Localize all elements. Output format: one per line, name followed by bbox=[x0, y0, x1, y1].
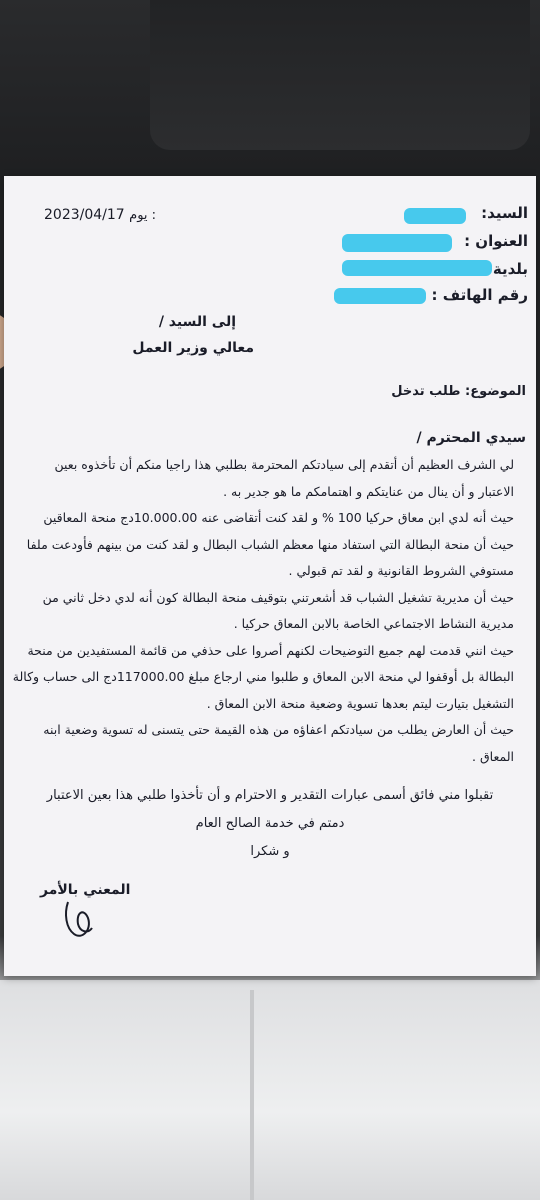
body-line-11: حيث أن العارض يطلب من سيادتكم اعفاؤه من هذه القيمة حتى يتسنى له تسوية وضعية ابنه bbox=[43, 722, 514, 737]
cloth-fold bbox=[250, 990, 254, 1200]
address-label: العنوان : bbox=[464, 232, 528, 250]
date-block bbox=[44, 207, 166, 223]
body-line-2: الاعتبار و أن ينال من عنايتكم و اهتمامكم ما هو جدير به . bbox=[223, 483, 514, 499]
closing-line3: و شكرا bbox=[250, 844, 290, 859]
signature-mark bbox=[58, 894, 98, 942]
body-line-7: مديرية النشاط الاجتماعي الخاصة بالابن المعاق حركيا . bbox=[233, 616, 514, 631]
redaction-address bbox=[342, 234, 452, 252]
body-line-8: حيث انني قدمت لهم جميع التوضيحات لكنهم أصروا على حذفي من قائمة المستفيدين من منحة bbox=[27, 642, 514, 658]
name-label: السيد: bbox=[481, 204, 528, 222]
body-line-12: المعاق . bbox=[472, 748, 514, 764]
body-line-9: البطالة بل أوقفوا لي منحة الابن المعاق و طلبوا مني ارجاع مبلغ 117000.00دج الى حساب وكالة bbox=[12, 669, 514, 684]
closing-line1: تقبلوا مني فائق أسمى عبارات التقدير و الاحترام و أن تأخذوا طلبي هذا بعين الاعتبار bbox=[46, 788, 494, 803]
redaction-phone bbox=[334, 288, 426, 304]
subject-line: الموضوع: طلب تدخل bbox=[391, 384, 526, 399]
address-line2: بلدية bbox=[492, 260, 528, 278]
recipient-line2: معالي وزير العمل bbox=[132, 340, 254, 356]
body-line-10: التشغيل بتيارت ليتم بعدها تسوية وضعية منحة الابن المعاق . bbox=[206, 695, 514, 711]
cloth-background bbox=[0, 980, 540, 1200]
redaction-address-2 bbox=[342, 260, 492, 276]
body-line-4: حيث أن منحة البطالة التي استفاد منها معظم الشباب البطال و لقد كنت من بينهم فأودعت ملفا bbox=[26, 536, 514, 552]
phone-label: رقم الهاتف : bbox=[431, 286, 528, 304]
recipient-line1: إلى السيد / bbox=[158, 314, 236, 330]
body-line-1: لي الشرف العظيم أن أتقدم إلى سيادتكم المحترمة بطلبي هذا راجيا منكم أن تأخذوه بعين bbox=[54, 457, 514, 472]
date-value: 2023/04/17 bbox=[44, 207, 125, 223]
car-seat-background bbox=[150, 0, 530, 150]
body-line-3: حيث أنه لدي ابن معاق حركيا 100 % و لقد كنت أتقاضى عنه 10.000.00دج منحة المعاقين bbox=[43, 510, 514, 525]
letter-body bbox=[12, 452, 514, 770]
day-label: يوم : bbox=[129, 208, 157, 223]
greeting: سيدي المحترم / bbox=[416, 430, 526, 446]
redaction-name bbox=[404, 208, 466, 224]
body-line-6: حيث أن مديرية تشغيل الشباب قد أشعرتني بتوقيف منحة البطالة كون أنه لدي دخل ثاني من bbox=[42, 589, 514, 605]
body-line-5: مستوفي الشروط القانونية و لقد تم قبولي . bbox=[288, 563, 514, 578]
closing-line2: دمتم في خدمة الصالح العام bbox=[195, 816, 345, 831]
signature-label: المعني بالأمر bbox=[40, 882, 131, 898]
letter-paper bbox=[4, 176, 536, 976]
